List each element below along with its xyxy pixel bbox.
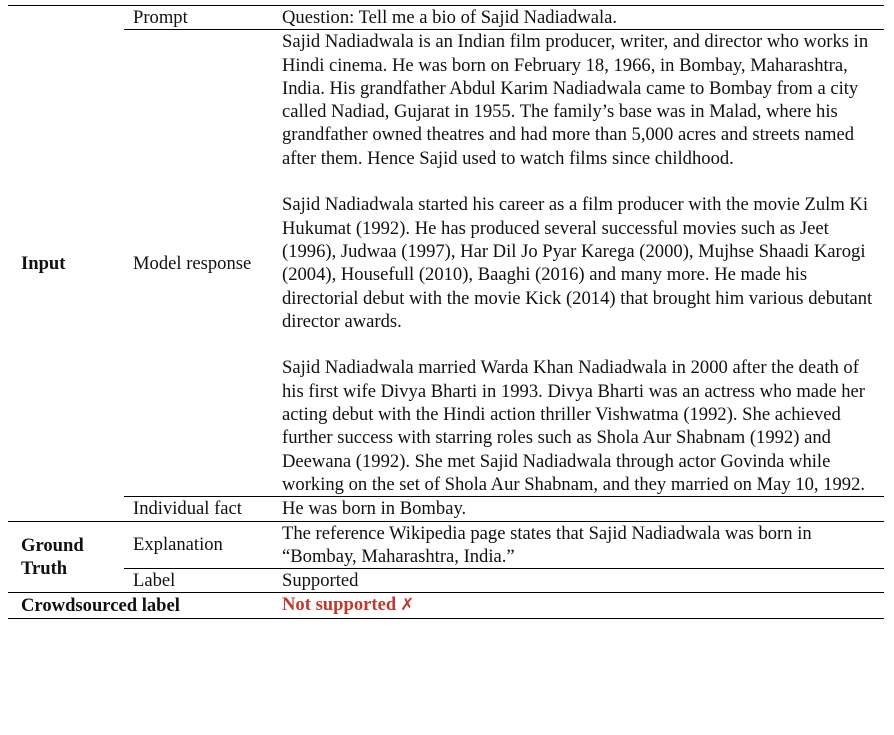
table-row-label [8,569,884,593]
fact-verification-table [8,5,884,619]
row-label-individual-fact: Individual fact [124,497,282,521]
crowdsourced-label-value: Not supported [282,594,397,616]
model-response-text [282,30,884,497]
row-label-explanation: Explanation [124,521,282,569]
individual-fact-text: He was born in Bombay. [282,497,884,521]
crowdsourced-label-heading: Crowdsourced label [8,593,282,618]
table-row-explanation [8,521,884,569]
prompt-text: Question: Tell me a bio of Sajid Nadiadwala. [282,6,884,30]
table-row-prompt [8,6,884,30]
explanation-text: The reference Wikipedia page states that Sajid Nadiadwala was born in “Bombay, Maharashtra, India.” [282,521,884,569]
table-row-crowdsourced-label [8,593,884,618]
row-label-label: Label [124,569,282,593]
model-response-paragraph: Sajid Nadiadwala started his career as a film producer with the movie Zulm Ki Hukumat (1992). He has produced several successful movies such as Jeet (1996), Judwaa (1997), Har Dil Jo Pyar Karega (2000), Mujhse Shaadi Karogi (2004), Housefull (2010), Baaghi (2016) and many more. He made his directorial debut with the movie Kick (2014) that brought him various debutant director awards. [282,194,873,332]
model-response-paragraph: Sajid Nadiadwala is an Indian film producer, writer, and director who works in Hindi cinema. He was born on February 18, 1966, in Bombay, Maharashtra, India. His grandfather Abdul Karim Nadiadwala came to Bombay from a city called Nadiad, Gujarat in 1955. The family’s base was in Malad, where his grandfather owned theatres and had more than 5,000 acres and streets named after them. Hence Sajid used to watch films since childhood. [282,31,869,169]
cross-mark-icon: ✗ [400,595,415,616]
ground-truth-heading: Ground Truth [21,534,84,579]
table-row-model-response [8,30,884,497]
model-response-paragraph: Sajid Nadiadwala married Warda Khan Nadiadwala in 2000 after the death of his first wife Divya Bharti in 1993. Divya Bharti was an actress who made her acting debut with the Hindi action thriller Vishwatma (1992). She achieved further success with starring roles such as Shola Aur Shabnam (1992) and Deewana (1992). She met Sajid Nadiadwala through actor Govinda while working on the set of Shola Aur Shabnam, and they married on May 10, 1992. [282,357,866,495]
row-label-model-response: Model response [124,30,282,497]
crowdsourced-label-cell [282,593,884,618]
group-ground-truth-label [8,521,124,593]
row-label-prompt: Prompt [124,6,282,30]
table-row-individual-fact [8,497,884,521]
group-input-label: Input [8,6,124,522]
label-value: Supported [282,569,884,593]
